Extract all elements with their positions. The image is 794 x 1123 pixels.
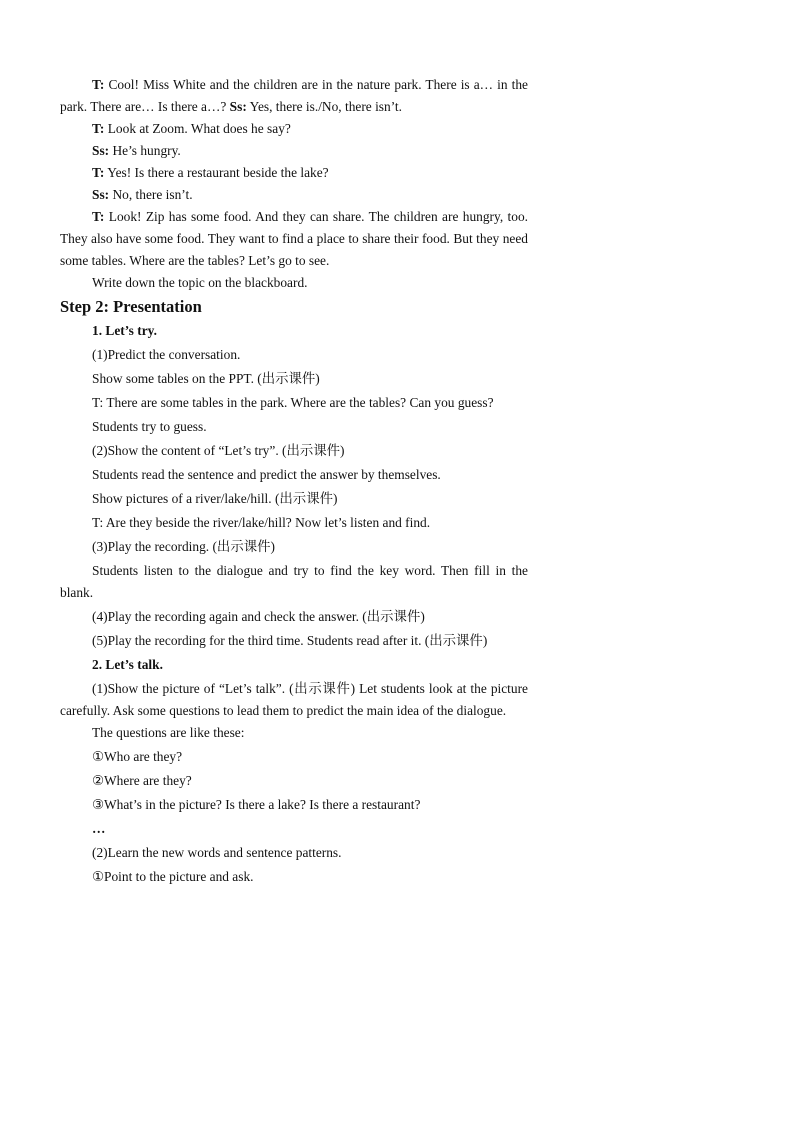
section-heading: Step 2: Presentation [60,297,202,316]
paragraph: (3)Play the recording. (出示课件) [92,539,275,554]
line-text: Cool! Miss White and the children are in the nature park. There is a… in the park. There are… Is there a…? [60,77,528,114]
paragraph: Students listen to the dialogue and try to find the key word. Then fill in the blank. [60,563,528,600]
paragraph: (5)Play the recording for the third time. Students read after it. (出示课件) [92,633,488,648]
paragraph: Write down the topic on the blackboard. [92,275,308,290]
line-text: Look at Zoom. What does he say? [104,121,291,136]
line-text: No, there isn’t. [109,187,193,202]
list-item: ②Where are they? [92,773,192,788]
speaker: Ss: [92,143,110,158]
paragraph: Show pictures of a river/lake/hill. (出示课件) [92,491,338,506]
paragraph: The questions are like these: [92,725,245,740]
dialogue-line [60,162,528,184]
dialogue-line [60,206,528,272]
paragraph: T: Are they beside the river/lake/hill? Now let’s listen and find. [92,515,431,530]
line-text: Yes! Is there a restaurant beside the lake? [104,165,329,180]
list-item: ①Who are they? [92,749,183,764]
paragraph: Students read the sentence and predict the answer by themselves. [92,467,441,482]
dialogue-line [60,140,528,162]
speaker: T: [92,77,105,92]
paragraph: Students try to guess. [92,419,207,434]
paragraph: (1)Predict the conversation. [92,347,241,362]
paragraph: (1)Show the picture of “Let’s talk”. (出示课件) Let students look at the picture carefully. Ask some questions to lead them to predict the main idea of the dialogue. [60,681,528,718]
subheading: 2. Let’s talk. [92,657,163,672]
subheading: 1. Let’s try. [92,323,157,338]
ellipsis: … [92,821,106,836]
dialogue-line [60,184,528,206]
paragraph: Show some tables on the PPT. (出示课件) [92,371,320,386]
document-body [60,74,528,888]
paragraph: (2)Show the content of “Let’s try”. (出示课件) [92,443,345,458]
list-item: ③What’s in the picture? Is there a lake? Is there a restaurant? [92,797,421,812]
speaker: Ss: [229,99,247,114]
speaker: T: [92,209,105,224]
line-text: He’s hungry. [109,143,181,158]
speaker: Ss: [92,187,110,202]
dialogue-line [60,74,528,118]
line-text: Look! Zip has some food. And they can share. The children are hungry, too. They also have some food. They want to find a place to share their food. But they need some tables. Where are the tables? Let’s go to see. [60,209,528,268]
paragraph: (4)Play the recording again and check the answer. (出示课件) [92,609,425,624]
speaker: T: [92,121,105,136]
list-item: ①Point to the picture and ask. [92,869,254,884]
dialogue-line [60,118,528,140]
paragraph: T: There are some tables in the park. Where are the tables? Can you guess? [92,395,494,410]
paragraph: (2)Learn the new words and sentence patterns. [92,845,342,860]
speaker: T: [92,165,105,180]
line-text: Yes, there is./No, there isn’t. [246,99,403,114]
